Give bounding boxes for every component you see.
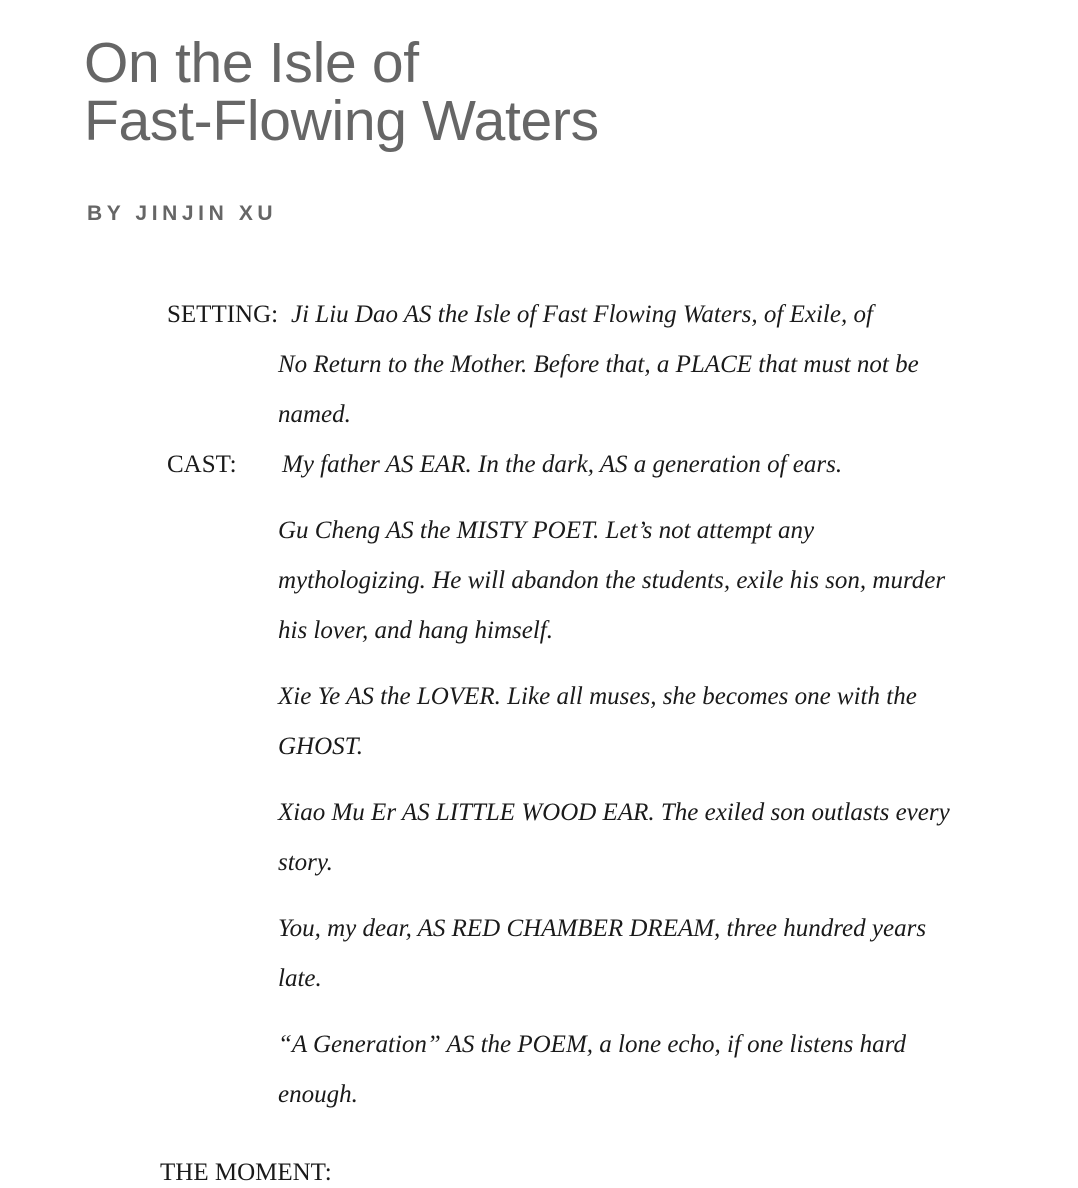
- article-title: [84, 31, 599, 153]
- cast-entry: Xiao Mu Er AS LITTLE WOOD EAR. The exiled son outlasts every story.: [278, 799, 950, 876]
- cast-entry: “A Generation” AS the POEM, a lone echo, if one listens hard enough.: [278, 1031, 906, 1108]
- cast-first-line: My father AS EAR. In the dark, AS a generation of ears.: [282, 451, 843, 478]
- title-line-1: On the Isle of: [84, 31, 419, 95]
- cast-entry: Xie Ye AS the LOVER. Like all muses, she becomes one with the GHOST.: [278, 683, 917, 760]
- cast-label: CAST:: [167, 451, 237, 478]
- setting-first-line: Ji Liu Dao AS the Isle of Fast Flowing Waters, of Exile, of: [291, 301, 873, 328]
- next-section-label-cutoff: [160, 1158, 350, 1186]
- setting-label: SETTING:: [167, 301, 279, 328]
- cast-entry: Gu Cheng AS the MISTY POET. Let’s not attempt any mythologizing. He will abandon the students, exile his son, murder his lover, and hang himself.: [278, 517, 946, 644]
- title-line-2: Fast-Flowing Waters: [84, 89, 599, 153]
- cast-entry: You, my dear, AS RED CHAMBER DREAM, three hundred years late.: [278, 915, 927, 992]
- setting-continuation: No Return to the Mother. Before that, a PLACE that must not be named.: [278, 351, 919, 428]
- byline[interactable]: BY JINJIN XU: [87, 202, 278, 225]
- next-section-label: THE MOMENT:: [160, 1159, 332, 1186]
